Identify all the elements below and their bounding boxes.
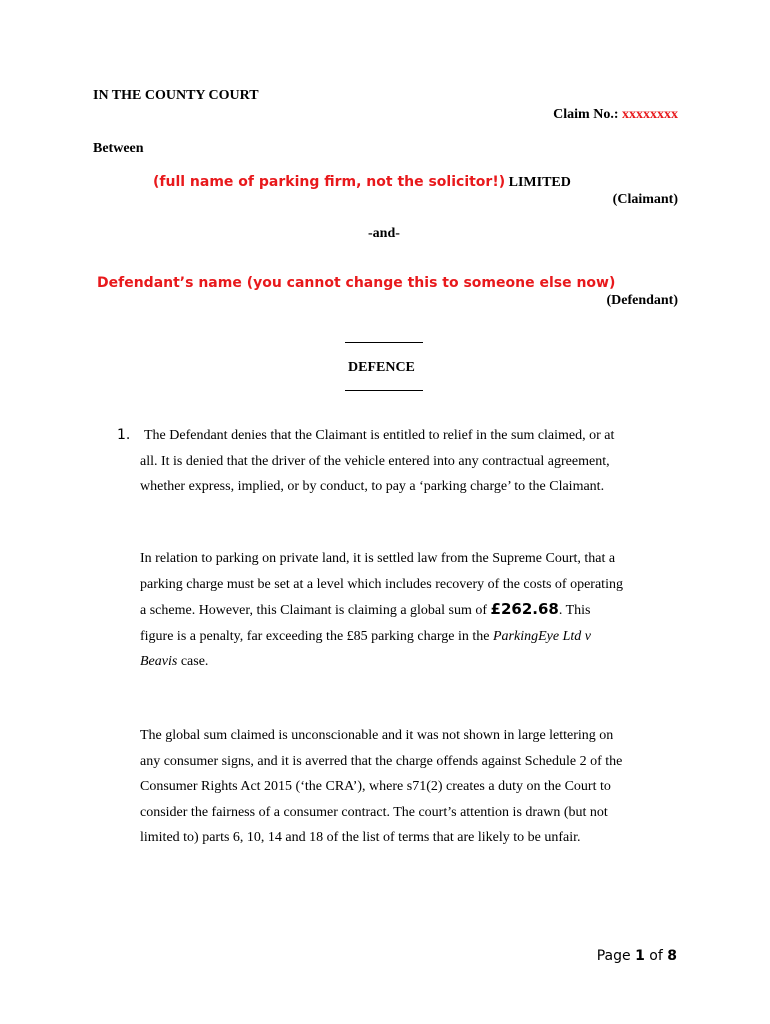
title-rule-top [345,342,423,343]
paragraph-line: all. It is denied that the driver of the vehicle entered into any contractual agreement, [140,453,610,469]
page-number [597,948,677,964]
court-heading: IN THE COUNTY COURT [93,88,259,103]
claimed-amount: £262.68 [490,600,559,618]
paragraph-1 [140,423,680,500]
claimant-line [153,174,571,191]
claimant-suffix: LIMITED [508,175,571,190]
paragraph-line: parking charge must be set at a level which includes recovery of the costs of operating [140,576,623,592]
paragraph-line [140,597,680,624]
defendant-role: (Defendant) [606,293,678,308]
claim-number-label: Claim No.: [553,107,619,122]
paragraph-2 [140,546,680,675]
page-current: 1 [635,948,645,964]
paragraph-line: whether express, implied, or by conduct, to pay a ‘parking charge’ to the Claimant. [140,479,605,494]
paragraph-text: case. [177,654,209,669]
paragraph-line: Consumer Rights Act 2015 (‘the CRA’), where s71(2) creates a duty on the Court to [140,779,611,794]
paragraph-3 [140,723,680,851]
paragraph-line: consider the fairness of a consumer contract. The court’s attention is drawn (but not [140,804,608,820]
paragraph-line: any consumer signs, and it is averred that the charge offends against Schedule 2 of the [140,753,623,769]
paragraph-line: The global sum claimed is unconscionable and it was not shown in large lettering on [140,728,614,743]
case-name: ParkingEye Ltd v [492,628,591,644]
between-label: Between [93,141,144,156]
paragraph-line: The Defendant denies that the Claimant is entitled to relief in the sum claimed, or at [144,428,615,443]
paragraph-text: a scheme. However, this Claimant is claiming a global sum of [140,603,491,618]
claimant-role: (Claimant) [612,192,678,207]
paragraph-line [140,649,680,675]
paragraph-line: limited to) parts 6, 10, 14 and 18 of the list of terms that are likely to be unfair. [140,830,581,845]
page-word: Page [596,948,631,964]
page-total: 8 [667,948,677,964]
claim-number-value: xxxxxxxx [622,107,678,122]
and-separator: -and- [368,226,400,241]
paragraph-line: In relation to parking on private land, it is settled law from the Supreme Court, that a [140,551,616,566]
claim-number [553,107,678,123]
case-name: Beavis [140,654,178,669]
page-of: of [649,948,663,964]
paragraph-text: . This [558,603,591,618]
title-rule-bottom [345,390,423,391]
paragraph-line [140,624,680,650]
defendant-name: Defendant’s name (you cannot change this to someone else now) [97,275,616,291]
claimant-name: (full name of parking firm, not the solicitor!) [153,174,506,190]
document-title: DEFENCE [348,360,415,375]
paragraph-text: figure is a penalty, far exceeding the £85 parking charge in the [140,628,493,644]
paragraph-1-number: 1. [117,427,131,443]
